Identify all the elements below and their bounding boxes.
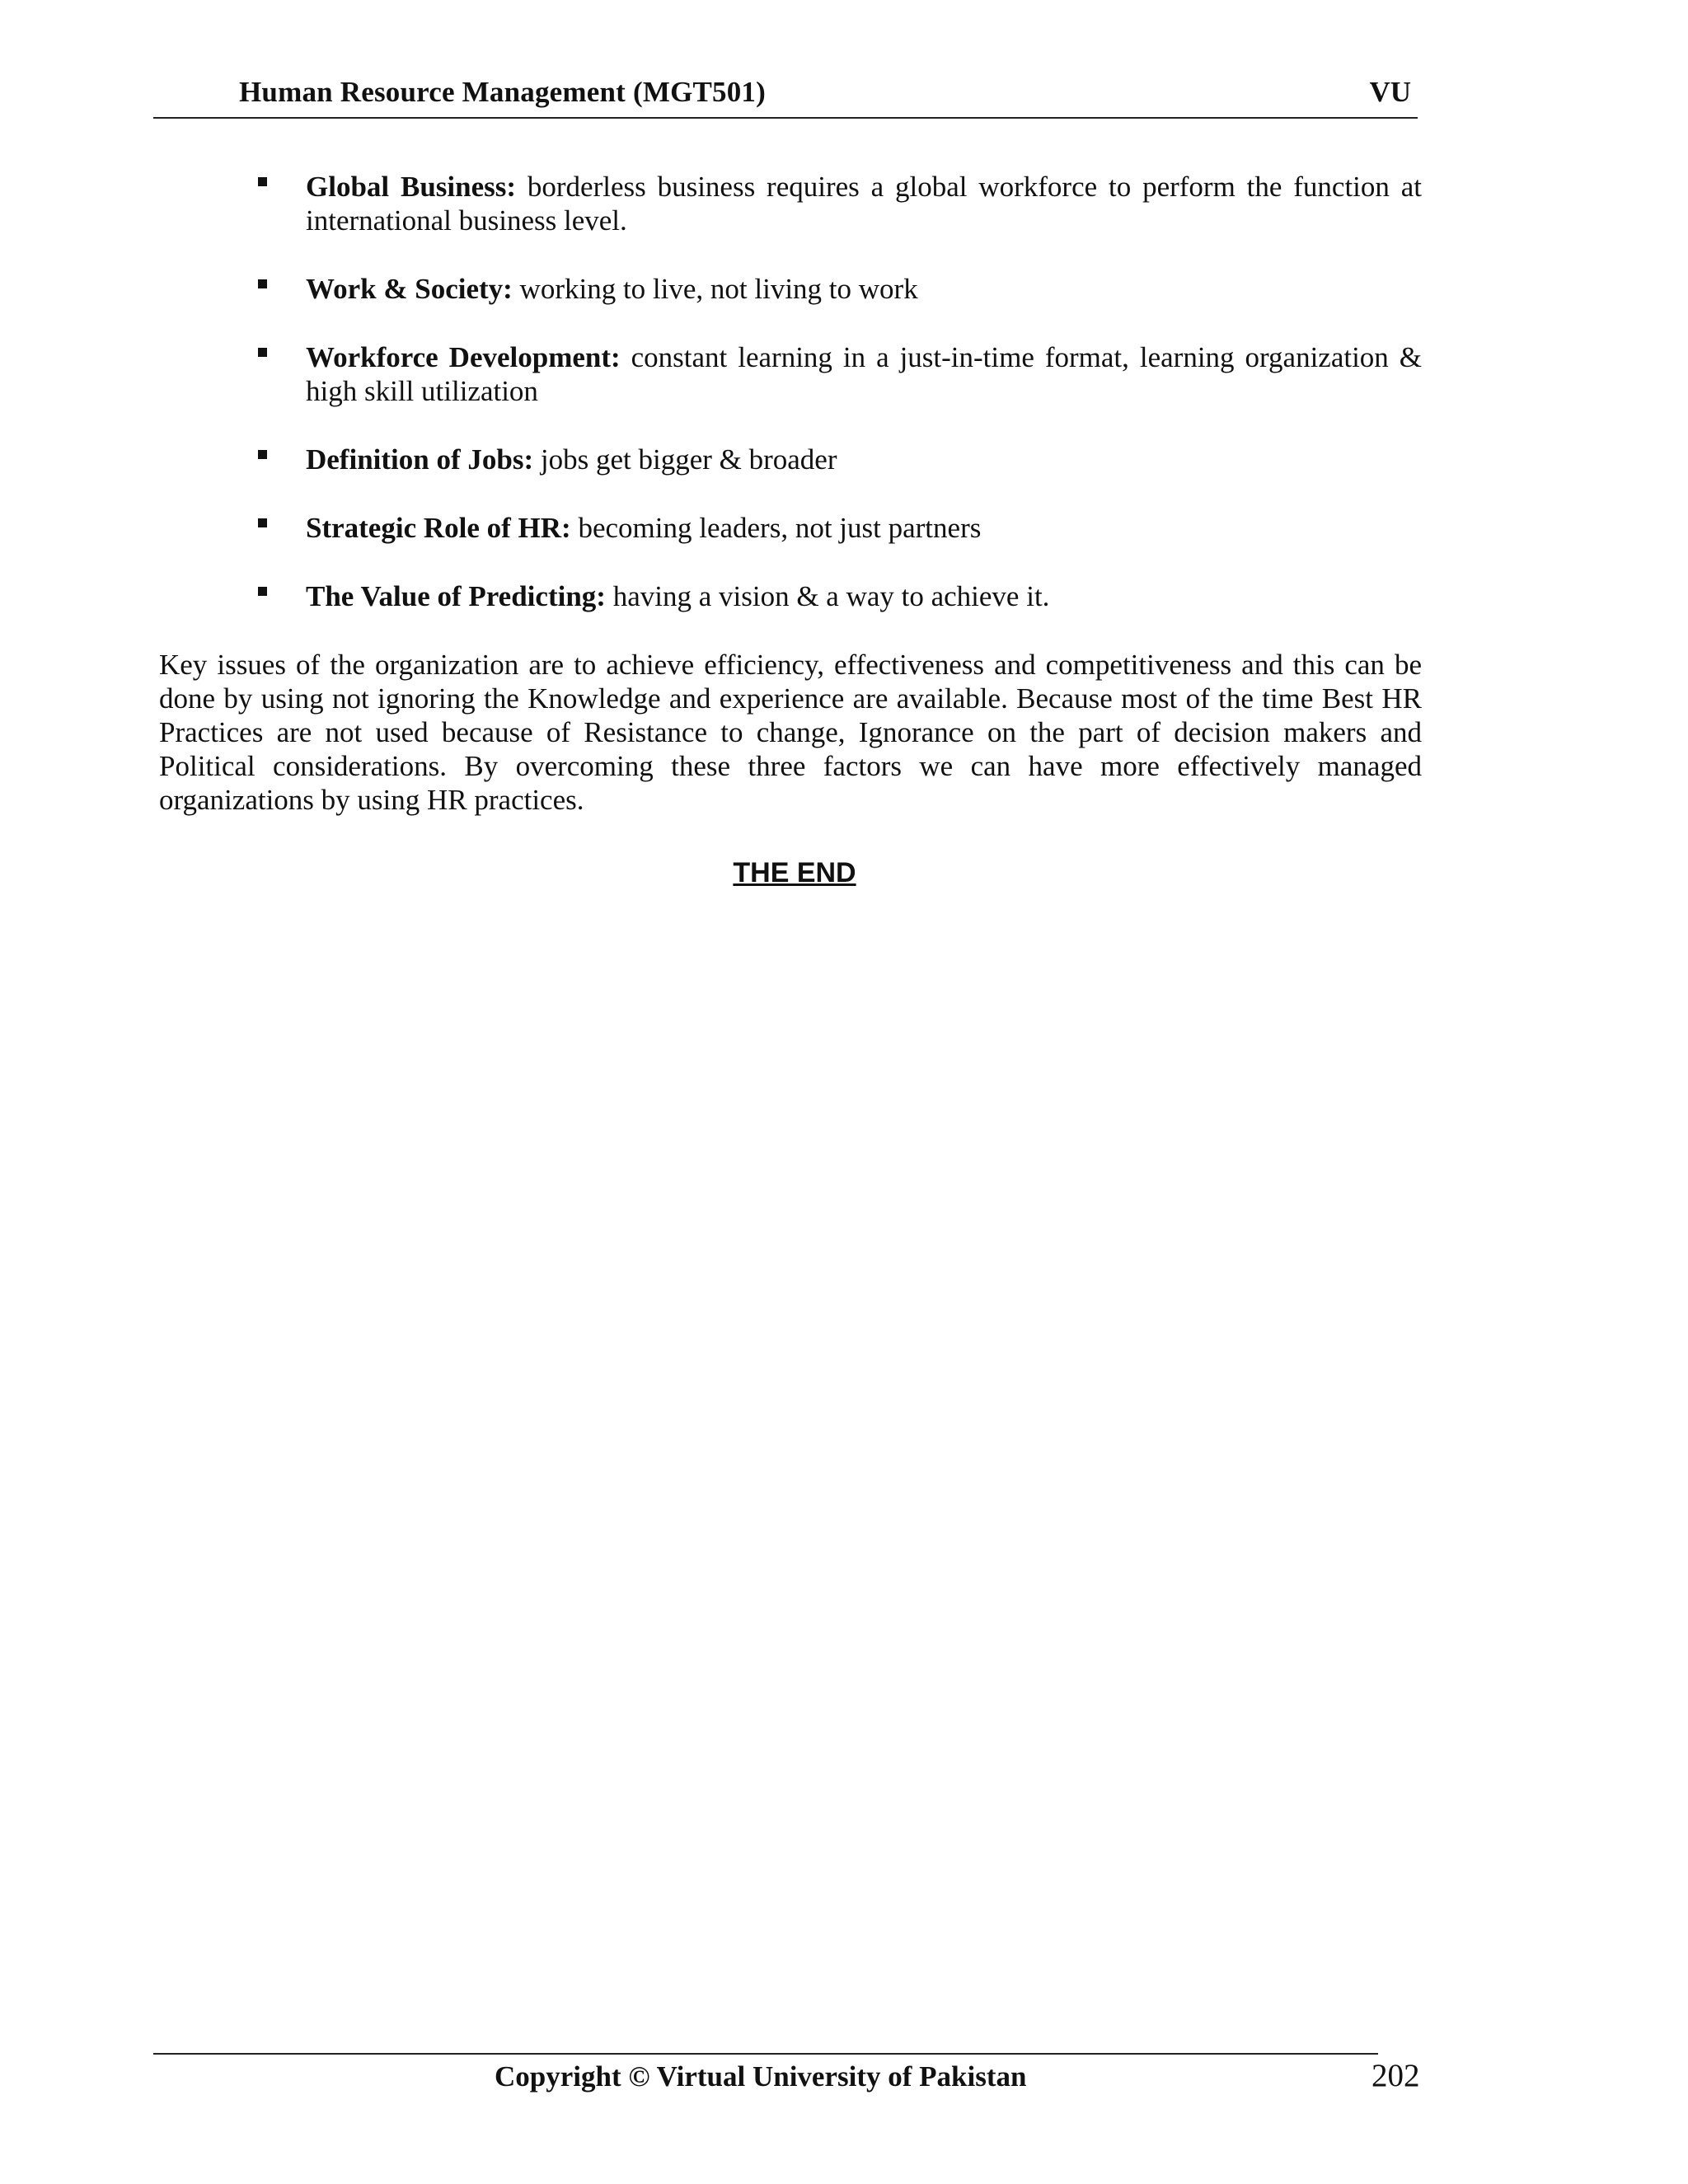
bullet-term: Workforce Development: — [306, 341, 621, 373]
list-item — [159, 170, 1422, 237]
list-item — [159, 511, 1422, 545]
square-bullet-icon — [258, 279, 267, 288]
list-item — [159, 272, 1422, 306]
bullet-text: becoming leaders, not just partners — [570, 512, 982, 544]
bullet-text: working to live, not living to work — [512, 273, 918, 305]
document-title: Human Resource Management (MGT501) — [239, 76, 766, 108]
bullet-list — [159, 170, 1422, 613]
square-bullet-icon — [258, 177, 267, 186]
page-header — [153, 76, 1418, 119]
bullet-text: borderless business requires a global workforce to perform the function at international business level. — [306, 171, 1422, 237]
square-bullet-icon — [258, 518, 267, 527]
page-number: 202 — [1372, 2058, 1420, 2093]
square-bullet-icon — [258, 587, 267, 596]
list-item — [159, 443, 1422, 476]
bullet-term: The Value of Predicting: — [306, 580, 606, 612]
bullet-text: having a vision & a way to achieve it. — [605, 580, 1050, 612]
square-bullet-icon — [258, 450, 267, 459]
body-paragraph: Key issues of the organization are to achieve efficiency, effectiveness and competitiveness and this can be done by using not ignoring the Knowledge and experience are available. Because most of the time Best HR Practices are not used because of Resistance to change, Ignorance on the part of decision makers and Political considerations. By overcoming these three factors we can have more effectively managed organizations by using HR practices. — [159, 649, 1422, 816]
page-content — [159, 170, 1422, 889]
bullet-term: Strategic Role of HR: — [306, 512, 571, 544]
bullet-text: jobs get bigger & broader — [533, 443, 837, 476]
copyright-notice: Copyright © Virtual University of Pakistan — [495, 2060, 1027, 2093]
closing-heading: THE END — [733, 857, 856, 888]
list-item — [159, 340, 1422, 408]
list-item — [159, 579, 1422, 613]
bullet-term: Work & Society: — [306, 273, 513, 305]
footer-divider — [153, 2053, 1378, 2055]
bullet-term: Definition of Jobs: — [306, 443, 534, 476]
institution-mark: VU — [1369, 76, 1411, 108]
bullet-term: Global Business: — [306, 171, 517, 203]
bullet-text: constant learning in a just-in-time format, learning organization & high skill utilization — [306, 341, 1422, 407]
square-bullet-icon — [258, 348, 267, 357]
